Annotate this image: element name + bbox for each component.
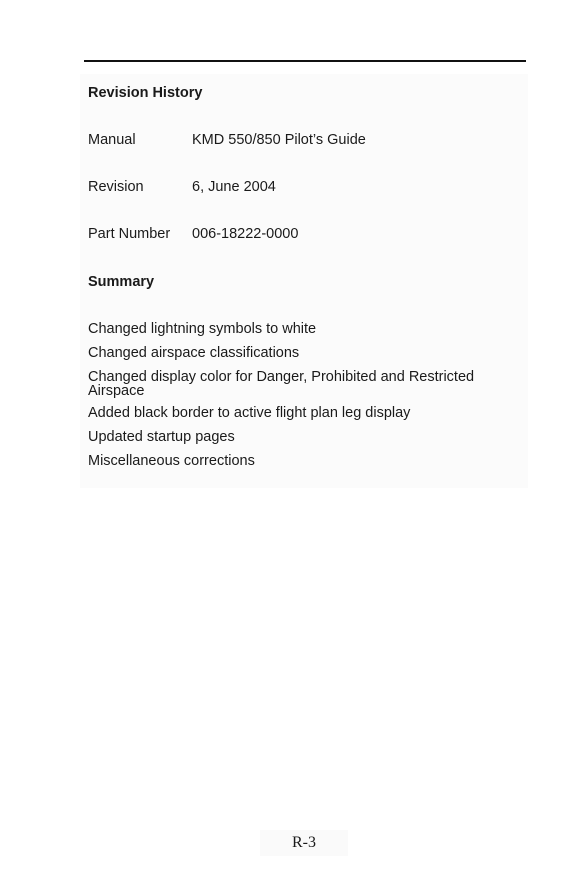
summary-item: Changed lightning symbols to white xyxy=(88,321,317,337)
page-number: R-3 xyxy=(260,830,348,856)
summary-item: Miscellaneous corrections xyxy=(88,453,255,469)
part-number-value: 006-18222-0000 xyxy=(192,226,299,242)
summary-heading: Summary xyxy=(88,274,155,290)
top-rule xyxy=(84,60,526,62)
summary-item: Changed airspace classifications xyxy=(88,345,300,361)
manual-label: Manual xyxy=(88,132,136,148)
summary-item: Added black border to active flight plan leg display xyxy=(88,405,411,421)
summary-item: Changed display color for Danger, Prohibited and Restricted Airspace xyxy=(88,369,475,399)
manual-value: KMD 550/850 Pilot’s Guide xyxy=(192,132,366,148)
revision-value: 6, June 2004 xyxy=(192,179,276,195)
summary-item: Updated startup pages xyxy=(88,429,235,445)
revision-label: Revision xyxy=(88,179,144,195)
part-number-label: Part Number xyxy=(88,226,171,242)
revision-history-heading: Revision History xyxy=(88,85,203,101)
